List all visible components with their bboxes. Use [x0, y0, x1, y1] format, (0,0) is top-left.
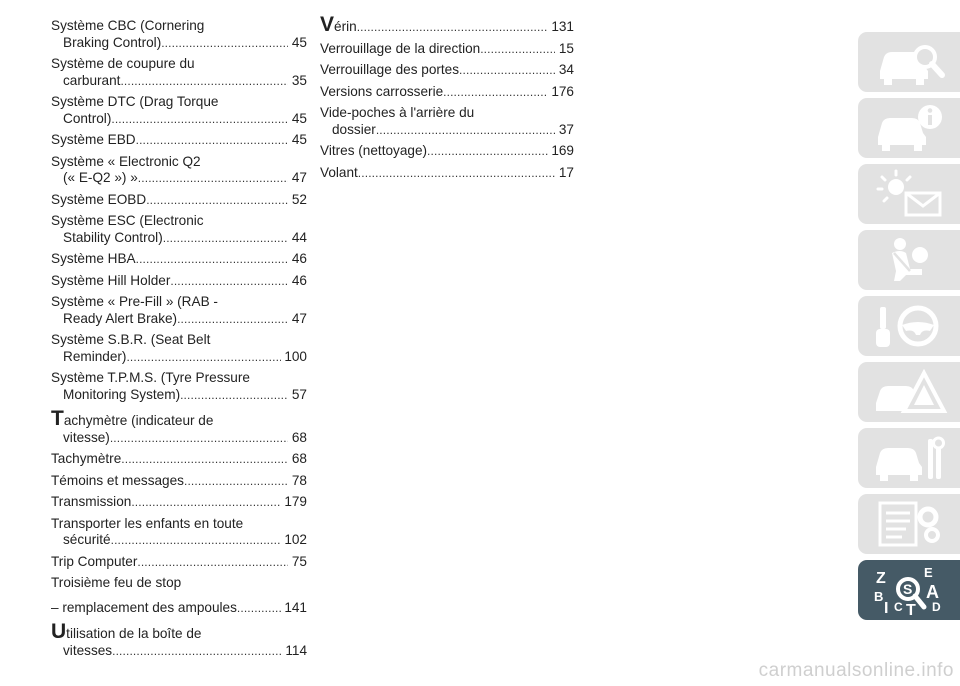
entry-text: Transmission — [51, 494, 132, 509]
entry-text: Trip Computer — [51, 553, 138, 569]
car-search-icon — [870, 37, 948, 87]
entry-text: achymètre (indicateur de — [63, 413, 214, 428]
section-initial: T — [51, 407, 64, 430]
index-entry[interactable] — [51, 154, 307, 187]
index-entry[interactable] — [51, 600, 307, 617]
index-entry[interactable] — [51, 294, 307, 327]
index-entry[interactable] — [320, 143, 574, 160]
page-number: 35 — [291, 72, 307, 88]
leader-dots — [180, 387, 288, 404]
leader-dots — [480, 41, 555, 58]
entry-text: Reminder) — [63, 348, 127, 364]
entry-text: Braking Control) — [63, 34, 162, 50]
page-number: 68 — [291, 451, 307, 466]
page-number: 131 — [551, 19, 574, 34]
entry-text: dossier — [332, 121, 376, 137]
tab-index[interactable] — [858, 560, 960, 620]
index-letter: T — [906, 602, 916, 615]
entry-text: Verrouillage des portes — [320, 62, 460, 77]
entry-text: Control) — [63, 110, 112, 126]
index-entry[interactable] — [51, 575, 307, 592]
entry-text: Système « Electronic Q2 — [51, 153, 201, 169]
entry-text: Volant — [320, 164, 358, 180]
entry-text: Témoins et messages — [51, 472, 184, 488]
page-number: 179 — [284, 494, 307, 509]
index-letter: Z — [876, 570, 886, 587]
car-warning-triangle-icon — [870, 367, 948, 417]
index-entry[interactable] — [320, 165, 574, 182]
tab-maintenance[interactable] — [858, 428, 960, 488]
entry-text: Système EBD — [51, 132, 136, 147]
entry-text: Système « Pre-Fill » (RAB - — [51, 294, 218, 309]
car-info-icon — [870, 103, 948, 153]
watermark: carmanualsonline.info — [758, 660, 954, 681]
leader-dots — [146, 192, 288, 209]
leader-dots — [121, 451, 288, 468]
index-letter: B — [874, 589, 884, 604]
page-number: 78 — [291, 472, 307, 488]
page-number: 46 — [291, 251, 307, 266]
index-entry[interactable] — [51, 94, 307, 127]
index-entry[interactable] — [320, 13, 574, 36]
leader-dots — [111, 111, 288, 128]
page-number: 45 — [291, 34, 307, 50]
leader-dots — [136, 251, 288, 268]
entry-text: Ready Alert Brake) — [63, 310, 178, 326]
index-letter: C — [894, 600, 903, 614]
leader-dots — [358, 165, 555, 182]
leader-dots — [138, 170, 288, 187]
entry-text: Système CBC (Cornering — [51, 18, 205, 33]
index-entry[interactable] — [51, 370, 307, 403]
index-entry[interactable] — [320, 84, 574, 101]
page-number: 45 — [291, 132, 307, 147]
key-steering-wheel-icon — [870, 301, 948, 351]
leader-dots — [126, 349, 281, 366]
page-number: 176 — [551, 83, 574, 99]
index-entry[interactable] — [51, 473, 307, 490]
entry-text: Troisième feu de stop — [51, 575, 182, 590]
index-entry[interactable] — [51, 56, 307, 89]
leader-dots — [111, 532, 282, 549]
index-entry[interactable] — [51, 494, 307, 511]
leader-dots — [443, 84, 548, 101]
leader-dots — [137, 554, 288, 571]
index-entry[interactable] — [51, 132, 307, 149]
index-entry[interactable] — [320, 105, 574, 138]
entry-text: Système S.B.R. (Seat Belt — [51, 332, 211, 347]
entry-text: Système T.P.M.S. (Tyre Pressure — [51, 370, 250, 385]
index-entry[interactable] — [51, 620, 307, 659]
index-entry[interactable] — [51, 554, 307, 571]
entry-text: (« E-Q2 ») » — [63, 170, 138, 185]
index-column-left — [51, 18, 307, 664]
leader-dots — [357, 19, 549, 36]
entry-text: Versions carrosserie — [320, 83, 444, 99]
page-number: 17 — [558, 164, 574, 180]
leader-dots — [184, 473, 288, 490]
page-number: 114 — [285, 642, 307, 658]
index-letter: D — [932, 600, 941, 614]
index-entry[interactable] — [320, 41, 574, 58]
page-number: 68 — [291, 429, 307, 445]
leader-dots — [112, 643, 282, 660]
page-number: 100 — [284, 348, 307, 364]
index-entry[interactable] — [51, 213, 307, 246]
entry-text: Tachymètre — [51, 451, 122, 466]
entry-text: carburant — [63, 72, 121, 88]
page-number: 47 — [291, 310, 307, 326]
index-entry[interactable] — [51, 516, 307, 549]
index-entry[interactable] — [320, 62, 574, 79]
car-tools-icon — [870, 433, 948, 483]
index-letter: E — [924, 565, 933, 580]
index-entry[interactable] — [51, 273, 307, 290]
index-entry[interactable] — [51, 192, 307, 209]
warning-light-message-icon — [870, 169, 948, 219]
leader-dots — [120, 73, 288, 90]
entry-text: Vide-poches à l'arrière du — [320, 105, 475, 120]
index-entry[interactable] — [51, 251, 307, 268]
entry-text: vitesses — [63, 642, 113, 658]
page-number: 37 — [558, 121, 574, 137]
page-number: 47 — [291, 170, 307, 185]
entry-text: sécurité — [63, 532, 111, 547]
tab-warning-lights[interactable] — [858, 164, 960, 224]
entry-text: Transporter les enfants en toute — [51, 515, 244, 531]
leader-dots — [170, 273, 288, 290]
tab-emergency[interactable] — [858, 362, 960, 422]
leader-dots — [459, 62, 555, 79]
page-number: 102 — [284, 532, 307, 547]
page-number: 141 — [284, 599, 307, 615]
leader-dots — [427, 143, 548, 160]
entry-text: Système ESC (Electronic — [51, 213, 204, 228]
tab-technical-data[interactable] — [858, 494, 960, 554]
entry-text: vitesse) — [63, 429, 110, 445]
tab-safety[interactable] — [858, 230, 960, 290]
index-entry[interactable] — [51, 451, 307, 468]
entry-text: Vitres (nettoyage) — [320, 143, 428, 158]
leader-dots — [376, 122, 555, 139]
section-initial: U — [51, 620, 67, 643]
page-number: 45 — [291, 110, 307, 126]
section-initial: V — [320, 13, 335, 36]
airbag-seatbelt-icon — [870, 235, 948, 285]
leader-dots — [237, 600, 281, 617]
page-number: 15 — [558, 40, 574, 56]
entry-text: Système Hill Holder — [51, 272, 171, 288]
entry-text: Verrouillage de la direction — [320, 40, 481, 56]
index-letter: S — [903, 581, 913, 597]
entry-text: Stability Control) — [63, 229, 163, 245]
page-number: 34 — [558, 62, 574, 77]
page-number: 169 — [551, 143, 574, 158]
spec-sheet-gear-icon — [870, 499, 948, 549]
alphabetical-index-icon — [870, 565, 948, 615]
entry-text: Système HBA — [51, 251, 136, 266]
index-letter: A — [926, 582, 939, 602]
tab-starting-driving[interactable] — [858, 296, 960, 356]
index-entry[interactable] — [51, 407, 307, 446]
index-entry[interactable] — [51, 332, 307, 365]
entry-text: – remplacement des ampoules — [51, 599, 237, 615]
leader-dots — [110, 430, 288, 447]
leader-dots — [177, 311, 288, 328]
leader-dots — [136, 132, 288, 149]
index-column-right — [320, 13, 574, 186]
entry-text: Système de coupure du — [51, 56, 195, 71]
page-number: 44 — [291, 229, 307, 245]
page-number: 57 — [291, 386, 307, 402]
leader-dots — [161, 35, 288, 52]
tab-car-search[interactable] — [858, 32, 960, 92]
entry-text: tilisation de la boîte de — [66, 626, 202, 641]
entry-text: Monitoring System) — [63, 386, 181, 402]
entry-text: Système EOBD — [51, 191, 147, 207]
entry-text: Système DTC (Drag Torque — [51, 94, 219, 109]
page-number: 52 — [291, 191, 307, 207]
page-number: 75 — [291, 553, 307, 569]
leader-dots — [131, 494, 281, 511]
index-letter: I — [884, 600, 889, 615]
page-number: 46 — [291, 272, 307, 288]
tab-car-info[interactable] — [858, 98, 960, 158]
index-entry[interactable] — [51, 18, 307, 51]
leader-dots — [163, 230, 288, 247]
entry-text: érin — [334, 19, 357, 34]
